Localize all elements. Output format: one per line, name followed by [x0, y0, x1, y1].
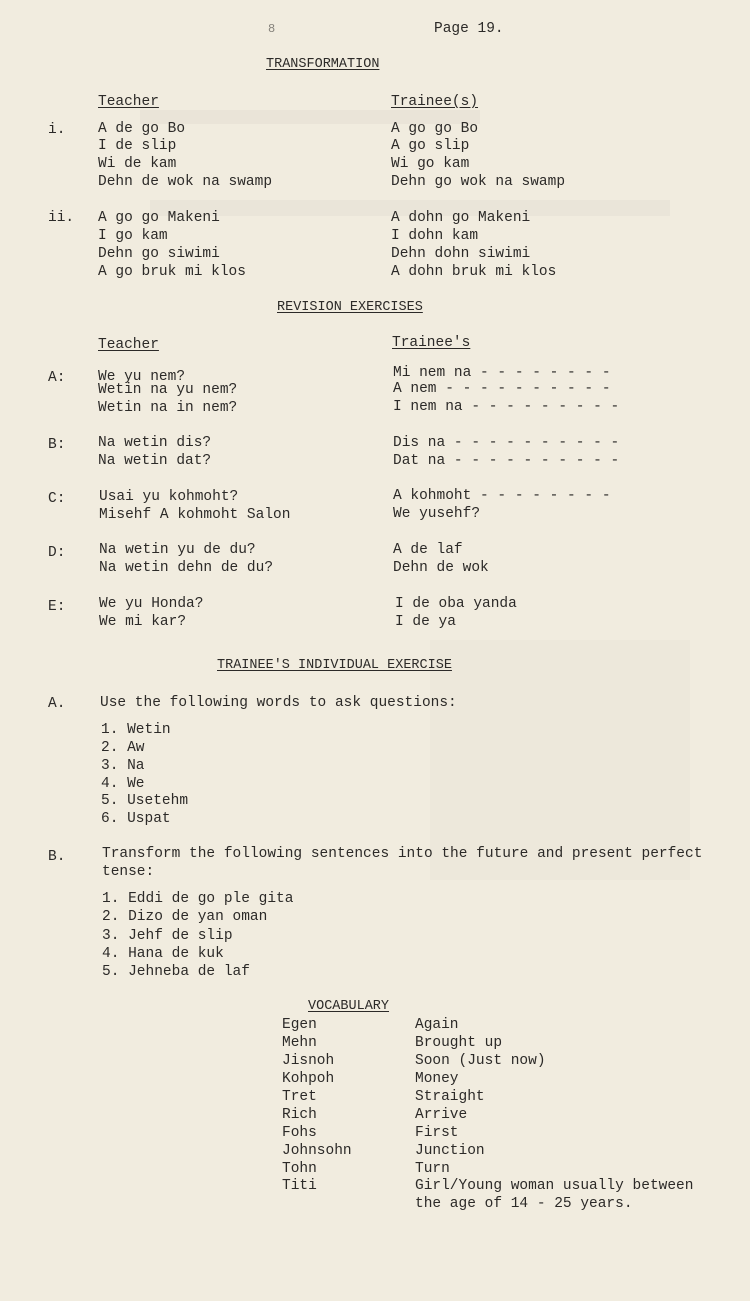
- group-label: E:: [48, 599, 66, 615]
- trainee-line: A kohmoht - - - - - - - -: [393, 488, 611, 504]
- part-b-instruction: tense:: [102, 864, 155, 880]
- teacher-line: A go bruk mi klos: [98, 264, 246, 280]
- trainee-line: A go go Bo: [391, 121, 479, 137]
- teacher-line: I go kam: [98, 228, 168, 244]
- trainee-line: I nem na - - - - - - - - -: [393, 399, 620, 415]
- teacher-line: Dehn go siwimi: [98, 246, 220, 262]
- vocab-meaning: Brought up: [415, 1035, 503, 1051]
- vocab-word: Rich: [282, 1107, 317, 1123]
- trainee-line: Mi nem na - - - - - - - -: [393, 365, 611, 381]
- teacher-line: Dehn de wok na swamp: [98, 174, 273, 190]
- vocab-meaning: Soon (Just now): [415, 1053, 546, 1069]
- vocab-meaning: Girl/Young woman usually between: [415, 1178, 694, 1194]
- section-title-revision: REVISION EXERCISES: [277, 300, 423, 315]
- trainee-line: Dehn go wok na swamp: [391, 174, 566, 190]
- trainee-header: Trainee(s): [391, 94, 479, 110]
- group-label: C:: [48, 491, 66, 507]
- trainee-line: Dat na - - - - - - - - - -: [393, 453, 620, 469]
- vocab-word: Fohs: [282, 1125, 317, 1141]
- trainee-line: Dis na - - - - - - - - - -: [393, 435, 620, 451]
- vocab-word: Kohpoh: [282, 1071, 335, 1087]
- vocab-meaning: Turn: [415, 1161, 450, 1177]
- list-item: 2. Aw: [101, 740, 145, 756]
- teacher-header: Teacher: [98, 337, 159, 353]
- part-label: A.: [48, 696, 66, 712]
- list-item: 1. Wetin: [101, 722, 171, 738]
- list-item: 3. Jehf de slip: [102, 928, 233, 944]
- list-item: 5. Jehneba de laf: [102, 964, 250, 980]
- vocab-word: Jisnoh: [282, 1053, 335, 1069]
- group-label: i.: [48, 122, 66, 138]
- vocab-meaning: First: [415, 1125, 459, 1141]
- vocab-meaning: Straight: [415, 1089, 485, 1105]
- list-item: 4. Hana de kuk: [102, 946, 224, 962]
- list-item: 3. Na: [101, 758, 145, 774]
- group-label: A:: [48, 370, 66, 386]
- vocab-word: Egen: [282, 1017, 317, 1033]
- teacher-line: Wi de kam: [98, 156, 177, 172]
- vocab-meaning-continuation: the age of 14 - 25 years.: [415, 1196, 633, 1212]
- teacher-header: Teacher: [98, 94, 159, 110]
- trainee-line: Wi go kam: [391, 156, 470, 172]
- trainee-line: I de oba yanda: [395, 596, 517, 612]
- trainee-header: Trainee's: [392, 335, 471, 351]
- trainee-line: A de laf: [393, 542, 463, 558]
- part-b-instruction: Transform the following sentences into the future and present perfect: [102, 846, 703, 862]
- teacher-line: A go go Makeni: [98, 210, 220, 226]
- trainee-line: I dohn kam: [391, 228, 479, 244]
- teacher-line: Na wetin dat?: [98, 453, 212, 469]
- teacher-line: Usai yu kohmoht?: [99, 489, 239, 505]
- vocab-meaning: Junction: [415, 1143, 485, 1159]
- trainee-line: A dohn bruk mi klos: [391, 264, 557, 280]
- teacher-line: I de slip: [98, 138, 177, 154]
- trainee-line: Dehn dohn siwimi: [391, 246, 531, 262]
- bleed-through-smudge: [430, 640, 690, 880]
- vocab-meaning: Arrive: [415, 1107, 468, 1123]
- group-label: B:: [48, 437, 66, 453]
- teacher-line: We yu Honda?: [99, 596, 204, 612]
- part-label: B.: [48, 849, 66, 865]
- page-number: Page 19.: [434, 21, 504, 37]
- trainee-line: A go slip: [391, 138, 470, 154]
- part-a-instruction: Use the following words to ask questions:: [100, 695, 457, 711]
- vocab-word: Mehn: [282, 1035, 317, 1051]
- group-label: D:: [48, 545, 66, 561]
- teacher-line: Wetin na in nem?: [98, 400, 238, 416]
- page-mark: 8: [268, 22, 276, 36]
- trainee-line: I de ya: [395, 614, 456, 630]
- section-title-vocabulary: VOCABULARY: [308, 999, 390, 1014]
- vocab-word: Tohn: [282, 1161, 317, 1177]
- trainee-line: We yusehf?: [393, 506, 481, 522]
- list-item: 6. Uspat: [101, 811, 171, 827]
- vocab-word: Johnsohn: [282, 1143, 352, 1159]
- list-item: 5. Usetehm: [101, 793, 189, 809]
- section-title-individual: TRAINEE'S INDIVIDUAL EXERCISE: [217, 658, 452, 673]
- vocab-meaning: Again: [415, 1017, 459, 1033]
- group-label: ii.: [48, 210, 75, 226]
- teacher-line: Wetin na yu nem?: [98, 382, 238, 398]
- teacher-line: Misehf A kohmoht Salon: [99, 507, 291, 523]
- section-title-transformation: TRANSFORMATION: [266, 57, 380, 72]
- list-item: 1. Eddi de go ple gita: [102, 891, 294, 907]
- teacher-line: Na wetin dis?: [98, 435, 212, 451]
- teacher-line: A de go Bo: [98, 121, 186, 137]
- teacher-line: Na wetin dehn de du?: [99, 560, 274, 576]
- vocab-meaning: Money: [415, 1071, 459, 1087]
- trainee-line: A nem - - - - - - - - - -: [393, 381, 611, 397]
- trainee-line: A dohn go Makeni: [391, 210, 531, 226]
- teacher-line: We yu nem?: [98, 369, 186, 385]
- teacher-line: Na wetin yu de du?: [99, 542, 256, 558]
- trainee-line: Dehn de wok: [393, 560, 489, 576]
- vocab-word: Titi: [282, 1178, 317, 1194]
- list-item: 4. We: [101, 776, 145, 792]
- vocab-word: Tret: [282, 1089, 317, 1105]
- list-item: 2. Dizo de yan oman: [102, 909, 268, 925]
- teacher-line: We mi kar?: [99, 614, 187, 630]
